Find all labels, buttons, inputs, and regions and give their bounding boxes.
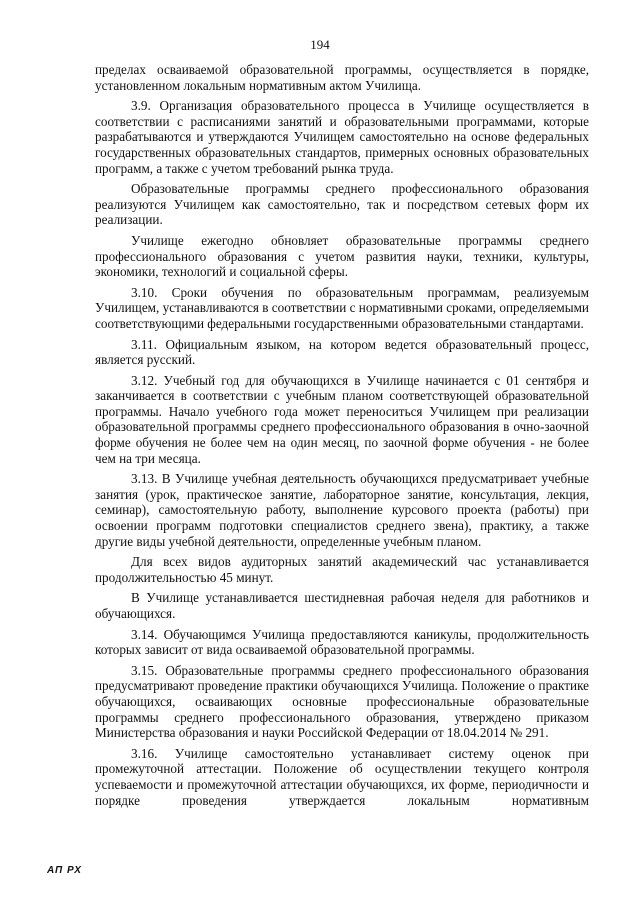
paragraph-academic-hour: Для всех видов аудиторных занятий академический час устанавливается продолжительностью 45 минут. <box>95 554 589 585</box>
footer-stamp-mark: АП РХ <box>47 865 82 876</box>
paragraph-annual-update: Училище ежегодно обновляет образовательные программы среднего профессионального образования с учетом развития науки, техники, культуры, экономики, технологий и социальной сферы. <box>95 232 589 280</box>
paragraph-3-10: 3.10. Сроки обучения по образовательным программам, реализуемым Училищем, устанавливаются в соответствии с нормативными сроками, определяемыми соответствующими федеральными государственными образовательными стандартами. <box>95 284 589 331</box>
paragraph-six-day-week: В Училище устанавливается шестидневная рабочая неделя для работников и обучающихся. <box>95 590 589 621</box>
paragraph-3-14: 3.14. Обучающимся Училища предоставляются каникулы, продолжительность которых зависит от вида осваиваемой образовательной программы. <box>95 626 589 658</box>
paragraph-3-9: 3.9. Организация образовательного процесса в Училище осуществляется в соответствии с расписаниями занятий и образовательными программами, которые разрабатываются и утверждаются Училищем самостоятельно на основе федеральных государственных образовательных стандартов, примерных основных образовательных программ, а также с учетом требований рынка труда. <box>95 98 589 176</box>
paragraph-programs-implementation: Образовательные программы среднего профессионального образования реализуются Училищем как самостоятельно, так и посредством сетевых форм их реализации. <box>95 181 589 228</box>
paragraph-3-13: 3.13. В Училище учебная деятельность обучающихся предусматривает учебные занятия (урок, практическое занятие, лабораторное занятие, консультация, лекция, семинар), самостоятельную работу, выполнение курсового проекта (работы) при освоении программ подготовки специалистов среднего звена), практику, а также другие виды учебной деятельности, определенные учебным планом. <box>95 471 589 549</box>
paragraph-continuation: пределах осваиваемой образовательной программы, осуществляется в порядке, установленном локальным нормативным актом Училища. <box>95 62 589 93</box>
document-body <box>95 62 589 810</box>
paragraph-3-16: 3.16. Училище самостоятельно устанавливает систему оценок при промежуточной аттестации. Положение об осуществлении текущего контроля успеваемости и промежуточной аттестации обучающихся, их форме, периодичности и порядке проведения утверждается локальным нормативным <box>95 745 589 808</box>
paragraph-3-12: 3.12. Учебный год для обучающихся в Училище начинается с 01 сентября и заканчивается в соответствии с учебным планом соответствующей образовательной программы. Начало учебного года может переноситься Училищем при реализации образовательной программы среднего профессионального образования в очно-заочной форме обучения не более чем на один месяц, по заочной форме обучения - не более чем на три месяца. <box>95 372 589 466</box>
paragraph-3-15: 3.15. Образовательные программы среднего профессионального образования предусматривают проведение практики обучающихся Училища. Положение о практике обучающихся, осваивающих основные профессиональные образовательные программы среднего профессионального образования, утверждено приказом Министерства образования и науки Российской Федерации от 18.04.2014 № 291. <box>95 662 589 741</box>
paragraph-3-11: 3.11. Официальным языком, на котором ведется образовательный процесс, является русский. <box>95 336 589 368</box>
page-number: 194 <box>310 37 330 52</box>
